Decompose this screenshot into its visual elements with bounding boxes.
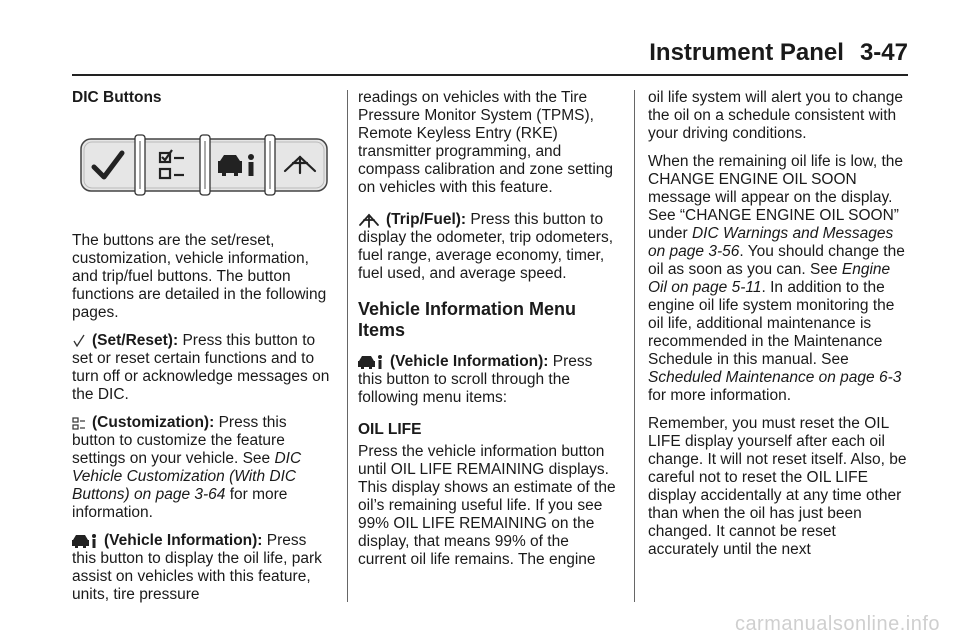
header-title — [633, 38, 908, 68]
button-description: Press this button to customize the feature settings on your vehicle. See — [72, 414, 287, 467]
button-description: for more information. — [72, 486, 288, 521]
vehicle-info-icon — [72, 533, 98, 549]
button-label: (Customization): — [92, 414, 215, 431]
watermark: carmanualsonline.info — [734, 613, 940, 635]
page-header — [0, 38, 960, 74]
button-label: (Vehicle Information): — [390, 353, 549, 370]
continued-paragraph: readings on vehicles with the Tire Pressure Monitor System (TPMS), Remote Keyless Entry (RKE) transmitter programming, and compass calibration and zone setting on vehicles with this feature. — [358, 89, 614, 196]
column-divider — [347, 90, 348, 602]
customization-paragraph — [72, 414, 334, 522]
trip-fuel-icon — [358, 212, 380, 228]
column-divider — [634, 90, 635, 602]
vehicle-info-icon — [218, 154, 254, 176]
button-label: (Set/Reset): — [92, 332, 179, 349]
oil-low-paragraph — [648, 153, 910, 405]
button-label: (Trip/Fuel): — [386, 211, 467, 228]
vehicle-info-paragraph — [72, 532, 334, 604]
cross-reference: Engine Oil on page 5-11 — [648, 261, 891, 296]
vehicle-info-icon — [358, 354, 384, 370]
body-text: When the remaining oil life is low, the CHANGE ENGINE OIL SOON message will appear on the display. See “CHANGE ENGINE OIL SOON” under — [648, 153, 904, 242]
section-heading: DIC Buttons — [72, 89, 162, 106]
trip-fuel-paragraph — [358, 211, 620, 283]
body-text: . You should change the oil as soon as you can. See — [648, 243, 905, 278]
button-description: Press this button to display the oil life, park assist on vehicles with this feature, units, tire pressure — [72, 532, 322, 603]
body-text: . In addition to the engine oil life system monitoring the oil life, additional maintenance is recommended in the Maintenance Schedule in this manual. See — [648, 279, 895, 368]
page-number: 3-47 — [859, 39, 908, 66]
header-rule — [72, 74, 908, 76]
column-2 — [358, 89, 620, 579]
continued-paragraph: oil life system will alert you to change the oil on a schedule consistent with your driving conditions. — [648, 89, 904, 142]
column-3 — [648, 89, 910, 569]
button-description: Press this button to scroll through the following menu items: — [358, 353, 593, 406]
body-text: for more information. — [648, 387, 791, 404]
dic-buttons-illustration — [80, 133, 328, 197]
column-1 — [72, 89, 334, 614]
intro-paragraph: The buttons are the set/reset, customization, vehicle information, and trip/fuel buttons. The button functions are detailed in the following pages. — [72, 232, 327, 321]
oil-life-paragraph: Press the vehicle information button until OIL LIFE REMAINING displays. This display shows an estimate of the oil’s remaining useful life. If you see 99% OIL LIFE REMAINING on the display, that means 99% of the current oil life remains. The engine — [358, 443, 616, 568]
customization-icon — [72, 415, 86, 431]
button-label: (Vehicle Information): — [104, 532, 263, 549]
button-description: Press this button to display the odometer, trip odometers, fuel range, average economy, timer, fuel used, and average speed. — [358, 211, 614, 282]
section-title: Instrument Panel — [649, 39, 844, 66]
cross-reference: DIC Warnings and Messages on page 3-56 — [648, 225, 894, 260]
cross-reference: DIC Vehicle Customization (With DIC Buttons) on page 3-64 — [72, 450, 302, 503]
cross-reference: Scheduled Maintenance on page 6-3 — [648, 369, 902, 386]
menu-items-heading: Vehicle Information Menu Items — [358, 299, 577, 340]
vehicle-info-menu-paragraph — [358, 353, 620, 407]
oil-life-heading: OIL LIFE — [358, 421, 422, 438]
button-description: Press this button to set or reset certain functions and to turn off or acknowledge messages on the DIC. — [72, 332, 330, 403]
set-reset-paragraph — [72, 332, 334, 404]
check-icon — [72, 333, 86, 349]
reset-reminder-paragraph: Remember, you must reset the OIL LIFE display yourself after each oil change. It will not reset itself. Also, be careful not to reset the OIL LIFE display accidentally at any time other than when the oil has just been changed. It cannot be reset accurately until the next — [648, 415, 907, 558]
